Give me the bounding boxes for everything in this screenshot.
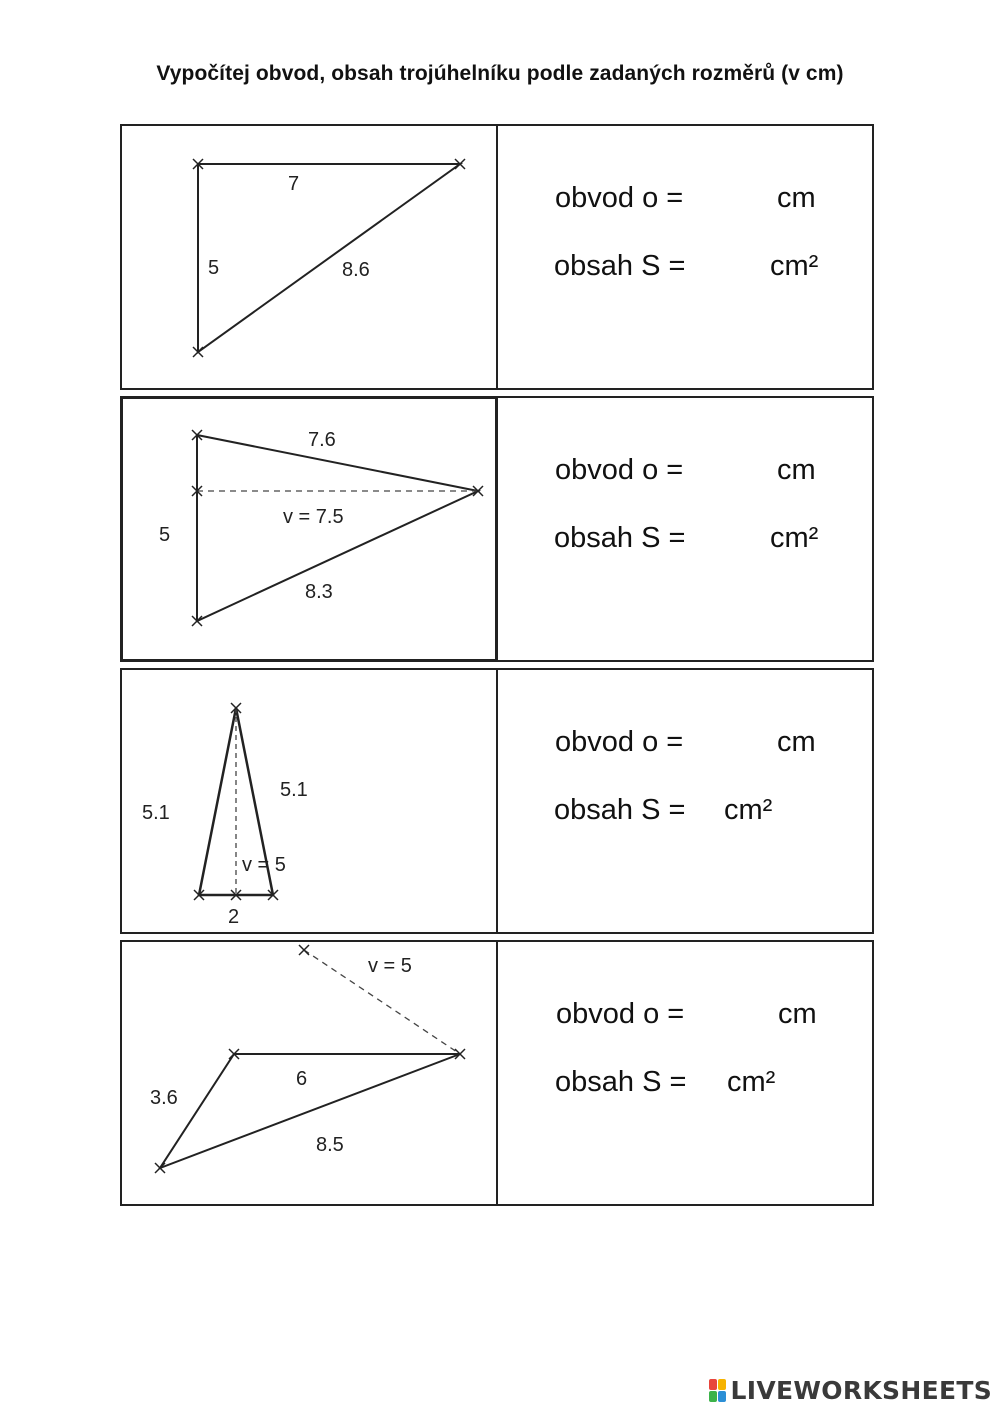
area-label: obsah S = — [555, 1066, 687, 1098]
triangle-2-shape — [197, 435, 478, 621]
perimeter-input[interactable] — [701, 998, 775, 1032]
height-label: v = 5 — [368, 955, 412, 977]
triangle-2-figure — [123, 399, 501, 665]
side-label-left: 5 — [159, 524, 171, 546]
side-label-left: 3.6 — [150, 1087, 178, 1109]
perimeter-label: obvod o = — [555, 726, 684, 758]
perimeter-label: obvod o = — [555, 182, 684, 214]
liveworksheets-watermark — [709, 1376, 992, 1405]
base-label: 2 — [228, 906, 240, 928]
height-label: v = 5 — [242, 854, 286, 876]
perimeter-label: obvod o = — [556, 998, 685, 1030]
triangle-3-figure — [122, 670, 500, 936]
unit-cm: cm — [777, 726, 816, 758]
triangle-4-figure — [122, 942, 500, 1208]
triangle-1-figure — [122, 126, 500, 392]
unit-cm2: cm² — [770, 250, 819, 282]
area-input[interactable] — [700, 250, 774, 284]
unit-cm: cm — [777, 182, 816, 214]
side-label-hypotenuse: 8.6 — [342, 259, 370, 281]
side-label-top: 7.6 — [308, 429, 336, 451]
triangle-2-answer-cell — [496, 396, 874, 662]
triangle-1-shape — [198, 164, 460, 352]
triangle-4-answer-cell — [496, 940, 874, 1206]
foot-mark — [299, 945, 309, 955]
side-label-bottom: 8.5 — [316, 1134, 344, 1156]
vertex-mark — [155, 1163, 165, 1173]
triangle-3-figure-cell — [120, 668, 498, 934]
perimeter-input[interactable] — [700, 182, 774, 216]
area-label: obsah S = — [554, 794, 686, 826]
triangle-1-answer-cell — [496, 124, 874, 390]
unit-cm: cm — [777, 454, 816, 486]
triangle-2-figure-cell — [120, 396, 498, 662]
height-label: v = 7.5 — [283, 506, 344, 528]
side-label-top: 6 — [296, 1068, 308, 1090]
side-label-bottom: 8.3 — [305, 581, 333, 603]
perimeter-input[interactable] — [700, 726, 774, 760]
perimeter-label: obvod o = — [555, 454, 684, 486]
area-label: obsah S = — [554, 522, 686, 554]
unit-cm: cm — [778, 998, 817, 1030]
triangle-4-shape — [160, 1054, 460, 1168]
side-label-left: 5.1 — [142, 802, 170, 824]
liveworksheets-logo-icon — [709, 1379, 727, 1403]
brand-name: LIVEWORKSHEETS — [730, 1376, 992, 1405]
unit-cm2: cm² — [727, 1066, 776, 1098]
worksheet-title: Vypočítej obvod, obsah trojúhelníku podle zadaných rozměrů (v cm) — [156, 62, 844, 85]
side-label-left: 5 — [208, 257, 220, 279]
triangle-4-figure-cell — [120, 940, 498, 1206]
side-label-top: 7 — [288, 173, 300, 195]
triangle-1-figure-cell — [120, 124, 498, 390]
area-input[interactable] — [700, 522, 774, 556]
side-label-right: 5.1 — [280, 779, 308, 801]
unit-cm2: cm² — [770, 522, 819, 554]
unit-cm2: cm² — [724, 794, 773, 826]
triangle-3-answer-cell — [496, 668, 874, 934]
perimeter-input[interactable] — [700, 454, 774, 488]
area-label: obsah S = — [554, 250, 686, 282]
